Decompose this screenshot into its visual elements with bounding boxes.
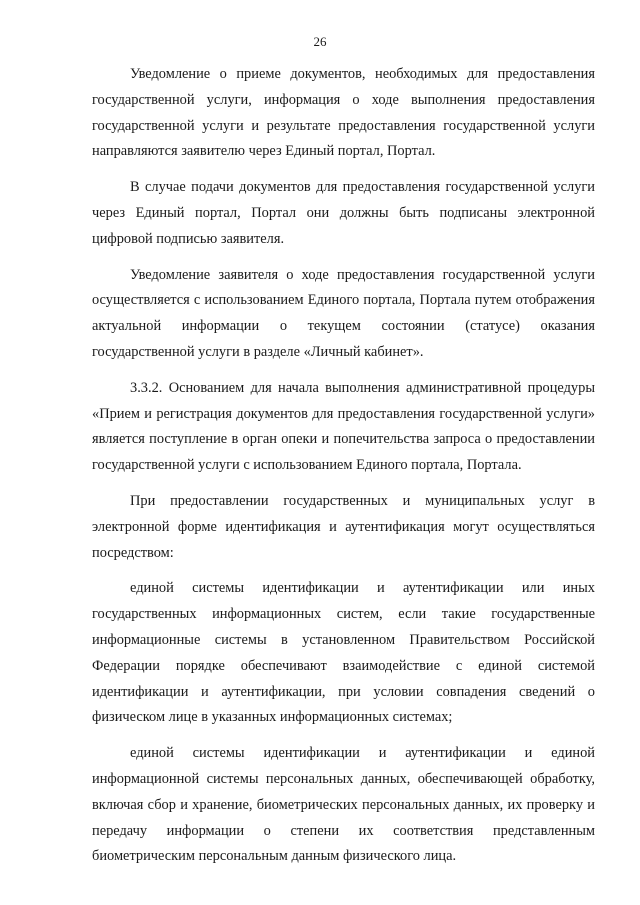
paragraph-esia-option: единой системы идентификации и аутентификации или иных государственных информационных систем, если такие государственные информационные системы в установленном Правительством Российской Федерации порядке обеспечивают взаимодействие с единой системой идентификации и аутентификации, при условии совпадения сведений о физическом лице в указанных информационных системах; [92, 580, 595, 726]
paragraph-digital-signature: В случае подачи документов для предоставления государственной услуги через Единый портал, Портал они должны быть подписаны электронной цифровой подписью заявителя. [92, 179, 595, 247]
page-number: 26 [313, 34, 327, 49]
paragraph-notification-receipt: Уведомление о приеме документов, необходимых для предоставления государственной услуги, информация о ходе выполнения предоставления государственной услуги и результате предоставления государственной услуги направляются заявителю через Единый портал, Портал. [92, 66, 595, 160]
paragraph-identification-intro: При предоставлении государственных и муниципальных услуг в электронной форме идентификация и аутентификация могут осуществляться посредством: [92, 492, 595, 561]
paragraph-status-notification: Уведомление заявителя о ходе предоставления государственной услуги осуществляется с использованием Единого портала, Портала путем отображения актуальной информации о текущем состоянии (статусе) оказания государственной услуги в разделе «Личный кабинет». [92, 266, 595, 360]
paragraph-section-3-3-2: 3.3.2. Основанием для начала выполнения административной процедуры «Прием и регистрация документов для предоставления государственной услуги» является поступление в орган опеки и попечительства запроса о предоставлении государственной услуги с использованием Единого портала, Портала. [92, 379, 595, 474]
paragraph-biometric-option: единой системы идентификации и аутентификации и единой информационной системы персональных данных, обеспечивающей обработку, включая сбор и хранение, биометрических персональных данных, их проверку и передачу информации о степени их соответствия представленным биометрическим персональным данным физического лица. [92, 745, 595, 865]
document-body [92, 62, 595, 880]
